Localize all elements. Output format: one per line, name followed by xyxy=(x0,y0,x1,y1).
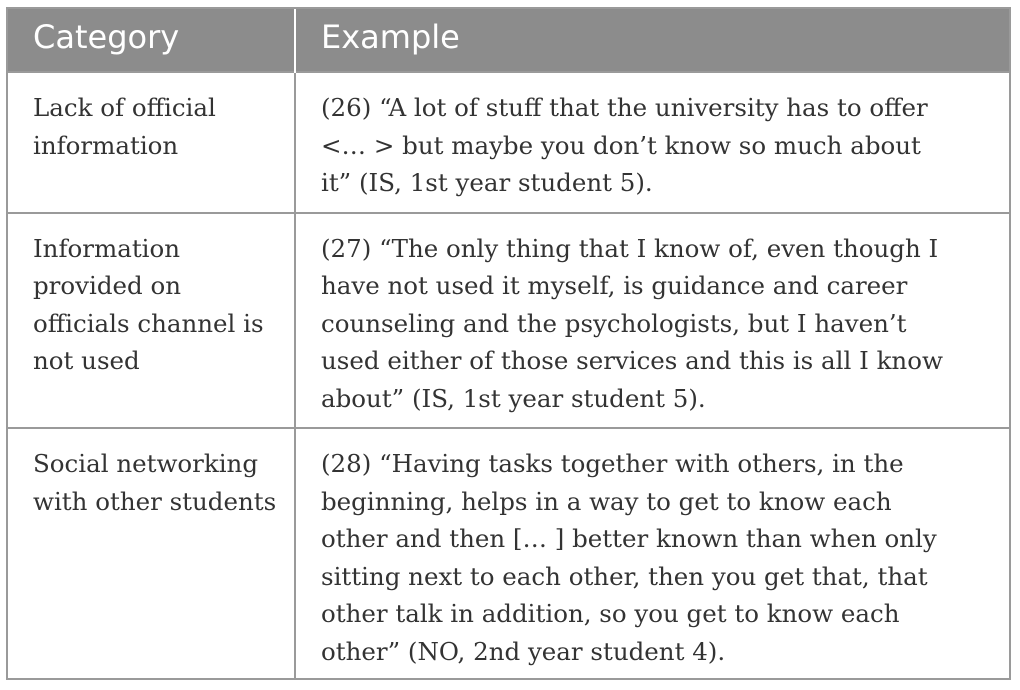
example-cell: (28) “Having tasks together with others, in the beginning, helps in a way to get to know each other and then [… ] better known than when only sitting next to each other, then you get that, that other talk in addition, so you get to know each other” (NO, 2nd year student 4). xyxy=(295,428,1009,680)
header-row xyxy=(8,9,1009,72)
data-table-container xyxy=(6,7,1011,680)
table-row xyxy=(8,213,1009,429)
category-cell: Information provided on officials channel is not used xyxy=(8,213,295,429)
header-category: Category xyxy=(8,9,295,72)
table-row xyxy=(8,428,1009,680)
table-header xyxy=(8,9,1009,72)
example-cell: (27) “The only thing that I know of, even though I have not used it myself, is guidance and career counseling and the psychologists, but I haven’t used either of those services and this is all I know about” (IS, 1st year student 5). xyxy=(295,213,1009,429)
category-example-table xyxy=(8,9,1009,680)
category-cell: Lack of official information xyxy=(8,72,295,213)
table-body xyxy=(8,72,1009,680)
category-cell: Social networking with other students xyxy=(8,428,295,680)
table-row xyxy=(8,72,1009,213)
example-cell: (26) “A lot of stuff that the university has to offer <… > but maybe you don’t know so much about it” (IS, 1st year student 5). xyxy=(295,72,1009,213)
header-example: Example xyxy=(295,9,1009,72)
